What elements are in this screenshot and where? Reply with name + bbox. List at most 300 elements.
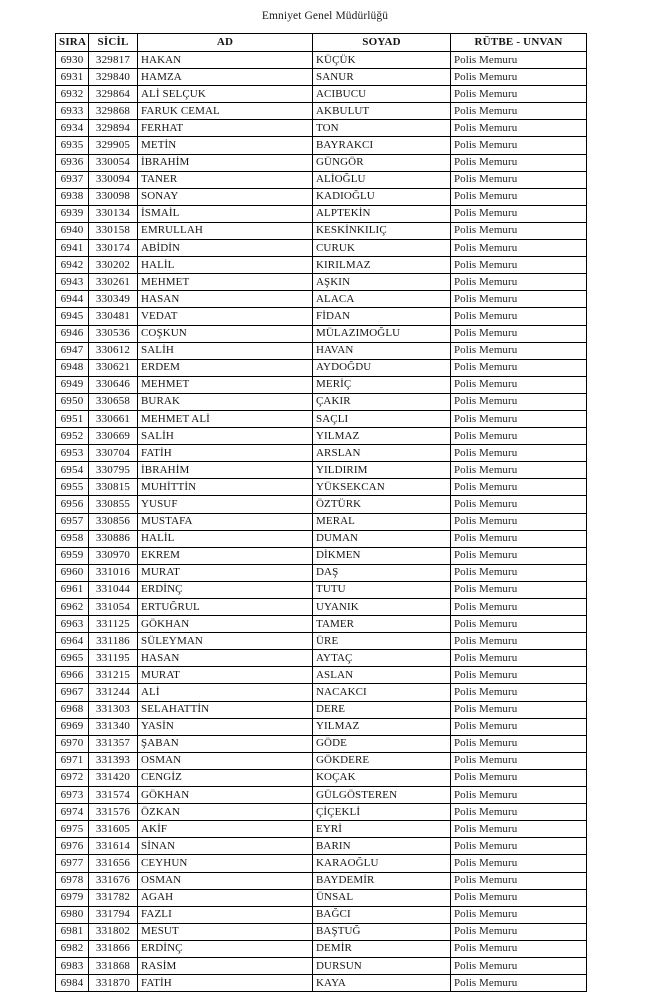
cell-sira: 6946 [56, 325, 89, 342]
table-header-row [56, 34, 587, 52]
cell-soyad: FİDAN [313, 308, 451, 325]
cell-sira: 6982 [56, 940, 89, 957]
cell-sira: 6968 [56, 701, 89, 718]
cell-sira: 6952 [56, 428, 89, 445]
cell-soyad: CURUK [313, 240, 451, 257]
cell-rutbe: Polis Memuru [451, 496, 587, 513]
cell-sicil: 329868 [89, 103, 138, 120]
table-row [56, 616, 587, 633]
table-body [56, 52, 587, 992]
cell-rutbe: Polis Memuru [451, 376, 587, 393]
cell-ad: MUSTAFA [138, 513, 313, 530]
cell-sira: 6961 [56, 581, 89, 598]
cell-rutbe: Polis Memuru [451, 975, 587, 992]
cell-ad: HAMZA [138, 69, 313, 86]
cell-rutbe: Polis Memuru [451, 650, 587, 667]
table-row [56, 547, 587, 564]
cell-rutbe: Polis Memuru [451, 479, 587, 496]
cell-ad: METİN [138, 137, 313, 154]
cell-ad: MEHMET [138, 376, 313, 393]
cell-sira: 6957 [56, 513, 89, 530]
cell-sira: 6943 [56, 274, 89, 291]
cell-sicil: 331574 [89, 787, 138, 804]
cell-ad: FERHAT [138, 120, 313, 137]
cell-sicil: 330669 [89, 428, 138, 445]
cell-rutbe: Polis Memuru [451, 530, 587, 547]
cell-rutbe: Polis Memuru [451, 205, 587, 222]
cell-sicil: 330202 [89, 257, 138, 274]
table-row [56, 513, 587, 530]
cell-ad: OSMAN [138, 872, 313, 889]
cell-soyad: ASLAN [313, 667, 451, 684]
cell-ad: MESUT [138, 923, 313, 940]
cell-sicil: 330970 [89, 547, 138, 564]
cell-sira: 6947 [56, 342, 89, 359]
cell-soyad: MERİÇ [313, 376, 451, 393]
table-row [56, 787, 587, 804]
cell-soyad: AKBULUT [313, 103, 451, 120]
cell-ad: MUHİTTİN [138, 479, 313, 496]
cell-soyad: ÜNSAL [313, 889, 451, 906]
cell-ad: HAKAN [138, 52, 313, 69]
cell-ad: MURAT [138, 564, 313, 581]
cell-sicil: 329905 [89, 137, 138, 154]
cell-rutbe: Polis Memuru [451, 735, 587, 752]
cell-ad: SÜLEYMAN [138, 633, 313, 650]
cell-rutbe: Polis Memuru [451, 889, 587, 906]
cell-sira: 6975 [56, 821, 89, 838]
cell-rutbe: Polis Memuru [451, 308, 587, 325]
cell-sicil: 331656 [89, 855, 138, 872]
table-row [56, 274, 587, 291]
table-row [56, 633, 587, 650]
cell-sicil: 330704 [89, 445, 138, 462]
table-row [56, 735, 587, 752]
cell-sicil: 330855 [89, 496, 138, 513]
cell-soyad: GÜNGÖR [313, 154, 451, 171]
cell-rutbe: Polis Memuru [451, 906, 587, 923]
table-row [56, 957, 587, 974]
cell-soyad: ALACA [313, 291, 451, 308]
cell-rutbe: Polis Memuru [451, 291, 587, 308]
cell-sira: 6936 [56, 154, 89, 171]
table-row [56, 667, 587, 684]
cell-soyad: ACIBUCU [313, 86, 451, 103]
cell-soyad: TUTU [313, 581, 451, 598]
cell-soyad: ALPTEKİN [313, 205, 451, 222]
table-row [56, 325, 587, 342]
cell-sira: 6963 [56, 616, 89, 633]
cell-soyad: KÜÇÜK [313, 52, 451, 69]
cell-sicil: 329817 [89, 52, 138, 69]
table-header [56, 34, 587, 52]
cell-ad: FATİH [138, 975, 313, 992]
cell-soyad: BAŞTUĞ [313, 923, 451, 940]
table-row [56, 496, 587, 513]
cell-rutbe: Polis Memuru [451, 599, 587, 616]
cell-soyad: KESKİNKILIÇ [313, 222, 451, 239]
table-row [56, 359, 587, 376]
cell-sicil: 330536 [89, 325, 138, 342]
cell-rutbe: Polis Memuru [451, 171, 587, 188]
cell-soyad: YILDIRIM [313, 462, 451, 479]
cell-ad: MEHMET ALİ [138, 410, 313, 427]
cell-sira: 6948 [56, 359, 89, 376]
cell-soyad: AŞKIN [313, 274, 451, 291]
cell-sira: 6938 [56, 188, 89, 205]
cell-ad: GÖKHAN [138, 787, 313, 804]
table-row [56, 906, 587, 923]
cell-rutbe: Polis Memuru [451, 752, 587, 769]
cell-soyad: MERAL [313, 513, 451, 530]
table-row [56, 103, 587, 120]
cell-sira: 6983 [56, 957, 89, 974]
cell-soyad: KOÇAK [313, 769, 451, 786]
cell-rutbe: Polis Memuru [451, 86, 587, 103]
cell-sira: 6960 [56, 564, 89, 581]
cell-soyad: TAMER [313, 616, 451, 633]
table-row [56, 462, 587, 479]
table-row [56, 838, 587, 855]
cell-sicil: 330158 [89, 222, 138, 239]
table-row [56, 171, 587, 188]
cell-ad: SALİH [138, 428, 313, 445]
cell-sicil: 330661 [89, 410, 138, 427]
cell-ad: ERDİNÇ [138, 940, 313, 957]
cell-sicil: 331054 [89, 599, 138, 616]
table-row [56, 445, 587, 462]
table-row [56, 923, 587, 940]
cell-sicil: 331576 [89, 804, 138, 821]
cell-rutbe: Polis Memuru [451, 428, 587, 445]
table-row [56, 188, 587, 205]
cell-rutbe: Polis Memuru [451, 222, 587, 239]
cell-sira: 6935 [56, 137, 89, 154]
cell-ad: VEDAT [138, 308, 313, 325]
cell-sira: 6944 [56, 291, 89, 308]
cell-sicil: 331782 [89, 889, 138, 906]
cell-sira: 6953 [56, 445, 89, 462]
cell-sira: 6950 [56, 393, 89, 410]
cell-rutbe: Polis Memuru [451, 462, 587, 479]
cell-sicil: 329840 [89, 69, 138, 86]
cell-soyad: SANUR [313, 69, 451, 86]
cell-soyad: MÜLAZIMOĞLU [313, 325, 451, 342]
cell-sira: 6965 [56, 650, 89, 667]
cell-sira: 6945 [56, 308, 89, 325]
table-row [56, 222, 587, 239]
table-row [56, 69, 587, 86]
cell-sicil: 331676 [89, 872, 138, 889]
cell-ad: BURAK [138, 393, 313, 410]
cell-soyad: DEMİR [313, 940, 451, 957]
cell-sicil: 330098 [89, 188, 138, 205]
cell-ad: FAZLI [138, 906, 313, 923]
cell-soyad: DİKMEN [313, 547, 451, 564]
cell-sicil: 330612 [89, 342, 138, 359]
cell-ad: HALİL [138, 257, 313, 274]
cell-soyad: KADIOĞLU [313, 188, 451, 205]
cell-rutbe: Polis Memuru [451, 872, 587, 889]
cell-rutbe: Polis Memuru [451, 325, 587, 342]
cell-sicil: 331186 [89, 633, 138, 650]
cell-sicil: 331605 [89, 821, 138, 838]
cell-rutbe: Polis Memuru [451, 410, 587, 427]
table-row [56, 684, 587, 701]
cell-soyad: GÜLGÖSTEREN [313, 787, 451, 804]
cell-rutbe: Polis Memuru [451, 855, 587, 872]
cell-sira: 6934 [56, 120, 89, 137]
cell-rutbe: Polis Memuru [451, 513, 587, 530]
cell-ad: MEHMET [138, 274, 313, 291]
cell-sira: 6941 [56, 240, 89, 257]
cell-soyad: ÖZTÜRK [313, 496, 451, 513]
cell-sicil: 331125 [89, 616, 138, 633]
cell-sira: 6931 [56, 69, 89, 86]
cell-sicil: 331870 [89, 975, 138, 992]
cell-sicil: 331794 [89, 906, 138, 923]
table-row [56, 291, 587, 308]
cell-sicil: 331866 [89, 940, 138, 957]
cell-ad: EMRULLAH [138, 222, 313, 239]
cell-sira: 6966 [56, 667, 89, 684]
cell-soyad: ÇİÇEKLİ [313, 804, 451, 821]
column-header-ad: AD [138, 34, 313, 52]
cell-sicil: 331195 [89, 650, 138, 667]
cell-sira: 6964 [56, 633, 89, 650]
cell-rutbe: Polis Memuru [451, 547, 587, 564]
table-row [56, 257, 587, 274]
cell-sicil: 331016 [89, 564, 138, 581]
table-row [56, 701, 587, 718]
cell-ad: EKREM [138, 547, 313, 564]
cell-soyad: YILMAZ [313, 718, 451, 735]
cell-sicil: 330094 [89, 171, 138, 188]
cell-rutbe: Polis Memuru [451, 393, 587, 410]
cell-ad: ERDEM [138, 359, 313, 376]
cell-soyad: ARSLAN [313, 445, 451, 462]
cell-ad: SİNAN [138, 838, 313, 855]
cell-rutbe: Polis Memuru [451, 257, 587, 274]
cell-sicil: 329894 [89, 120, 138, 137]
cell-sicil: 330621 [89, 359, 138, 376]
cell-ad: ŞABAN [138, 735, 313, 752]
cell-ad: GÖKHAN [138, 616, 313, 633]
cell-sira: 6974 [56, 804, 89, 821]
cell-soyad: EYRİ [313, 821, 451, 838]
cell-ad: CEYHUN [138, 855, 313, 872]
cell-soyad: UYANIK [313, 599, 451, 616]
table-row [56, 804, 587, 821]
table-row [56, 889, 587, 906]
cell-rutbe: Polis Memuru [451, 103, 587, 120]
cell-rutbe: Polis Memuru [451, 616, 587, 633]
cell-ad: YUSUF [138, 496, 313, 513]
cell-ad: CENGİZ [138, 769, 313, 786]
table-row [56, 718, 587, 735]
cell-sira: 6939 [56, 205, 89, 222]
cell-rutbe: Polis Memuru [451, 718, 587, 735]
cell-rutbe: Polis Memuru [451, 804, 587, 821]
cell-rutbe: Polis Memuru [451, 581, 587, 598]
cell-sira: 6981 [56, 923, 89, 940]
table-row [56, 975, 587, 992]
cell-soyad: KIRILMAZ [313, 257, 451, 274]
cell-sira: 6977 [56, 855, 89, 872]
cell-sira: 6962 [56, 599, 89, 616]
cell-ad: YASİN [138, 718, 313, 735]
cell-sira: 6978 [56, 872, 89, 889]
cell-soyad: DURSUN [313, 957, 451, 974]
cell-ad: AGAH [138, 889, 313, 906]
cell-rutbe: Polis Memuru [451, 633, 587, 650]
column-header-rutbe: RÜTBE - UNVAN [451, 34, 587, 52]
cell-soyad: GÖDE [313, 735, 451, 752]
cell-sicil: 330856 [89, 513, 138, 530]
table-row [56, 479, 587, 496]
cell-sira: 6937 [56, 171, 89, 188]
cell-sicil: 331340 [89, 718, 138, 735]
cell-rutbe: Polis Memuru [451, 274, 587, 291]
cell-sira: 6940 [56, 222, 89, 239]
cell-soyad: KARAOĞLU [313, 855, 451, 872]
cell-sira: 6951 [56, 410, 89, 427]
table-row [56, 86, 587, 103]
cell-rutbe: Polis Memuru [451, 342, 587, 359]
cell-sira: 6933 [56, 103, 89, 120]
table-row [56, 410, 587, 427]
cell-sicil: 331393 [89, 752, 138, 769]
cell-soyad: DUMAN [313, 530, 451, 547]
cell-sicil: 330174 [89, 240, 138, 257]
cell-sicil: 330815 [89, 479, 138, 496]
cell-soyad: BAĞCI [313, 906, 451, 923]
cell-rutbe: Polis Memuru [451, 821, 587, 838]
cell-sicil: 329864 [89, 86, 138, 103]
cell-soyad: ÇAKIR [313, 393, 451, 410]
table-row [56, 205, 587, 222]
cell-rutbe: Polis Memuru [451, 564, 587, 581]
cell-sira: 6959 [56, 547, 89, 564]
cell-sira: 6930 [56, 52, 89, 69]
cell-ad: ERTUĞRUL [138, 599, 313, 616]
cell-rutbe: Polis Memuru [451, 940, 587, 957]
table-row [56, 308, 587, 325]
cell-rutbe: Polis Memuru [451, 445, 587, 462]
personnel-table-container [55, 33, 586, 992]
cell-sicil: 331420 [89, 769, 138, 786]
cell-rutbe: Polis Memuru [451, 787, 587, 804]
cell-soyad: BARIN [313, 838, 451, 855]
cell-ad: İSMAİL [138, 205, 313, 222]
cell-ad: OSMAN [138, 752, 313, 769]
cell-soyad: DAŞ [313, 564, 451, 581]
table-row [56, 564, 587, 581]
cell-soyad: BAYRAKCI [313, 137, 451, 154]
table-row [56, 240, 587, 257]
cell-sira: 6967 [56, 684, 89, 701]
cell-soyad: YÜKSEKCAN [313, 479, 451, 496]
cell-sira: 6942 [56, 257, 89, 274]
cell-sira: 6972 [56, 769, 89, 786]
cell-sicil: 331357 [89, 735, 138, 752]
cell-ad: SELAHATTİN [138, 701, 313, 718]
cell-ad: HASAN [138, 650, 313, 667]
table-row [56, 342, 587, 359]
cell-ad: COŞKUN [138, 325, 313, 342]
personnel-table [55, 33, 587, 992]
cell-soyad: TON [313, 120, 451, 137]
cell-sicil: 330795 [89, 462, 138, 479]
cell-rutbe: Polis Memuru [451, 69, 587, 86]
cell-sicil: 331044 [89, 581, 138, 598]
cell-sicil: 330349 [89, 291, 138, 308]
cell-rutbe: Polis Memuru [451, 188, 587, 205]
column-header-sicil: SİCİL [89, 34, 138, 52]
cell-sira: 6976 [56, 838, 89, 855]
cell-rutbe: Polis Memuru [451, 240, 587, 257]
cell-rutbe: Polis Memuru [451, 684, 587, 701]
table-row [56, 855, 587, 872]
cell-sicil: 331303 [89, 701, 138, 718]
cell-sira: 6979 [56, 889, 89, 906]
cell-ad: ALİ SELÇUK [138, 86, 313, 103]
cell-sicil: 331802 [89, 923, 138, 940]
cell-soyad: YILMAZ [313, 428, 451, 445]
cell-sicil: 330646 [89, 376, 138, 393]
cell-sicil: 330481 [89, 308, 138, 325]
cell-rutbe: Polis Memuru [451, 359, 587, 376]
cell-sicil: 330658 [89, 393, 138, 410]
cell-soyad: BAYDEMİR [313, 872, 451, 889]
cell-sicil: 331614 [89, 838, 138, 855]
cell-sicil: 330134 [89, 205, 138, 222]
table-row [56, 940, 587, 957]
cell-soyad: AYDOĞDU [313, 359, 451, 376]
cell-sicil: 330054 [89, 154, 138, 171]
cell-soyad: NACAKCI [313, 684, 451, 701]
cell-rutbe: Polis Memuru [451, 137, 587, 154]
cell-rutbe: Polis Memuru [451, 667, 587, 684]
cell-rutbe: Polis Memuru [451, 154, 587, 171]
table-row [56, 393, 587, 410]
cell-ad: İBRAHİM [138, 462, 313, 479]
table-row [56, 137, 587, 154]
cell-sicil: 330261 [89, 274, 138, 291]
cell-rutbe: Polis Memuru [451, 701, 587, 718]
cell-sira: 6955 [56, 479, 89, 496]
cell-sicil: 330886 [89, 530, 138, 547]
table-row [56, 428, 587, 445]
table-row [56, 599, 587, 616]
cell-ad: ABİDİN [138, 240, 313, 257]
cell-sira: 6956 [56, 496, 89, 513]
table-row [56, 120, 587, 137]
cell-soyad: KAYA [313, 975, 451, 992]
table-row [56, 530, 587, 547]
cell-rutbe: Polis Memuru [451, 957, 587, 974]
cell-ad: SONAY [138, 188, 313, 205]
cell-sira: 6973 [56, 787, 89, 804]
cell-sira: 6980 [56, 906, 89, 923]
cell-ad: SALİH [138, 342, 313, 359]
table-row [56, 650, 587, 667]
cell-sira: 6984 [56, 975, 89, 992]
table-row [56, 52, 587, 69]
table-row [56, 821, 587, 838]
cell-soyad: ÜRE [313, 633, 451, 650]
cell-soyad: SAÇLI [313, 410, 451, 427]
